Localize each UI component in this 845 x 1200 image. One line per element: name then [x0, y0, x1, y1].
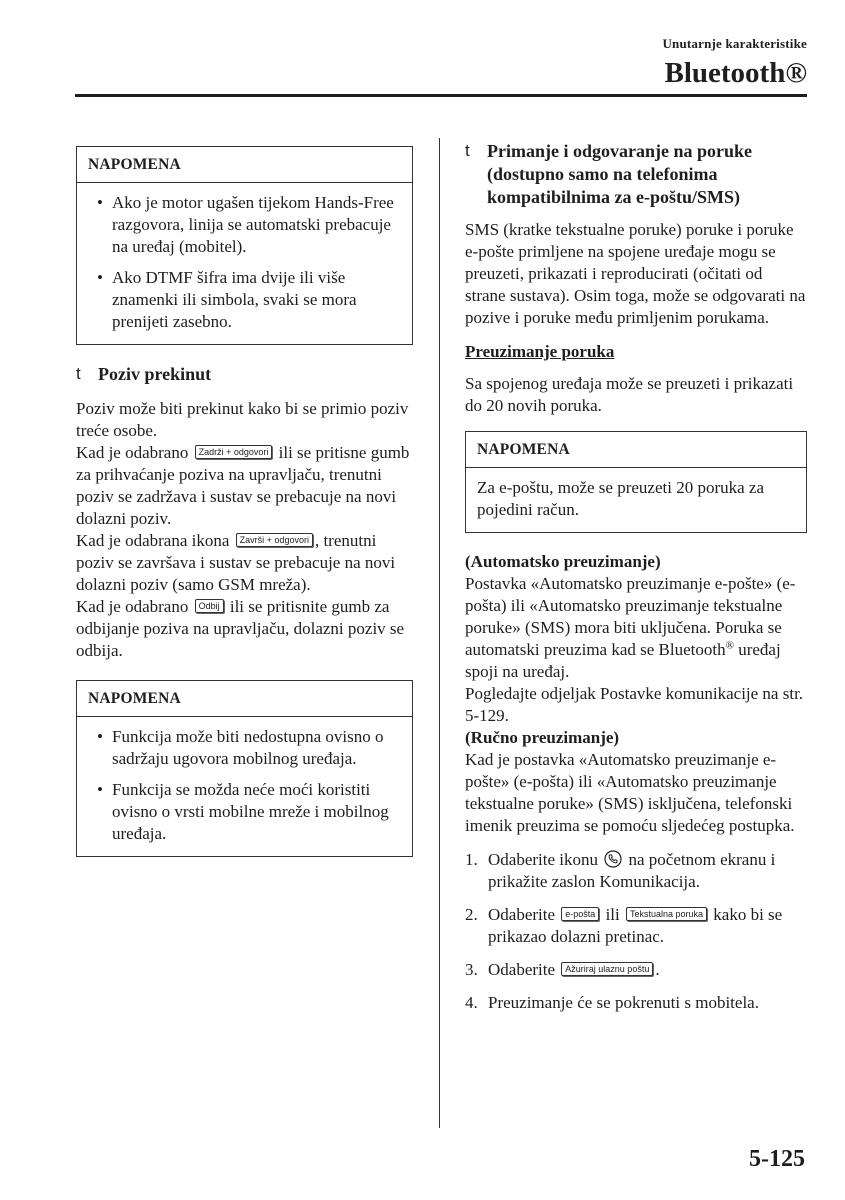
subheading-download: Preuzimanje poruka [465, 342, 615, 361]
email-button[interactable]: e-pošta [561, 907, 599, 921]
note-heading: NAPOMENA [466, 432, 806, 468]
section-heading-call-interrupted [76, 363, 413, 386]
page-number: 5-125 [749, 1146, 805, 1172]
note-item: • Ako je motor ugašen tijekom Hands-Free razgovora, linija se automatski prebacuje na uređaj (mobitel). [88, 192, 401, 258]
paragraph: Sa spojenog uređaja može se preuzeti i prikazati do 20 novih poruka. [465, 374, 794, 415]
note-heading: NAPOMENA [77, 147, 412, 183]
step-item: 4. Preuzimanje će se pokrenuti s mobitela. [465, 993, 759, 1012]
right-column [465, 140, 807, 1025]
step-number: 2. [465, 905, 478, 924]
text-message-button[interactable]: Tekstualna poruka [626, 907, 707, 921]
note-text: Za e-poštu, može se preuzeti 20 poruka za pojedini račun. [477, 478, 764, 519]
chapter-header: Unutarnje karakteristike [662, 36, 807, 51]
section-marker: t [465, 141, 470, 160]
note-list [88, 726, 401, 845]
section-title: Poziv prekinut [98, 364, 212, 384]
paragraph-reference: Pogledajte odjeljak Postavke komunikacije na str. 5-129. [465, 684, 804, 725]
step-number: 1. [465, 850, 478, 869]
column-divider [439, 138, 440, 1128]
note-item: • Funkcija se možda neće moći koristiti ovisno o vrsti mobilne mreže i mobilnog uređaja. [88, 779, 401, 845]
registered-mark: ® [725, 639, 734, 652]
step-item: 3. Odaberite Ažuriraj ulaznu poštu . [465, 960, 660, 979]
hold-answer-button[interactable]: Zadrži + odgovori [195, 445, 273, 459]
update-inbox-button[interactable]: Ažuriraj ulaznu poštu [561, 962, 653, 976]
paragraph-reject: Kad je odabrano Odbij ili se pritisnite gumb za odbijanje poziva na upravljaču, dolazni poziv se odbija. [76, 597, 405, 660]
page-title: Bluetooth® [664, 57, 807, 89]
reject-button[interactable]: Odbij [195, 599, 224, 613]
section-marker: t [76, 364, 81, 383]
note-box-availability [76, 680, 413, 857]
paragraph: Poziv može biti prekinut kako bi se primio poziv treće osobe. [76, 399, 409, 440]
note-body [77, 183, 412, 344]
end-answer-button[interactable]: Završi + odgovori [236, 533, 313, 547]
left-column [76, 146, 413, 875]
section-heading-messages [465, 140, 807, 209]
subheading-auto: (Automatsko preuzimanje) [465, 552, 661, 571]
paragraph: SMS (kratke tekstualne poruke) poruke i poruke e-pošte primljene na spojene uređaje mogu se preuzeti, prikazati i reproducirati (očitati od strane sustava). Osim toga, može se odgovarati na pozive i poruke među primljenim porukama. [465, 220, 806, 327]
header-rule [75, 94, 807, 97]
section-title: Primanje i odgovaranje na poruke (dostupno samo na telefonima kompatibilnima za e-poštu/SMS) [487, 141, 752, 207]
step-number: 3. [465, 960, 478, 979]
note-box-hands-free [76, 146, 413, 345]
paragraph-auto: Postavka «Automatsko preuzimanje e-pošte» (e-pošta) ili «Automatsko preuzimanje tekstualne poruke» (SMS) mora biti uključena. Poruka se automatski preuzima kad se Bluetooth® uređaj spoji na uređaj. [465, 574, 796, 681]
note-item: • Funkcija može biti nedostupna ovisno o sadržaju ugovora mobilnog uređaja. [88, 726, 401, 770]
note-item: • Ako DTMF šifra ima dvije ili više znamenki ili simbola, svaki se mora prenijeti zasebno. [88, 267, 401, 333]
subheading-manual: (Ručno preuzimanje) [465, 728, 620, 747]
note-box-email [465, 431, 807, 533]
note-heading: NAPOMENA [77, 681, 412, 717]
paragraph-manual: Kad je postavka «Automatsko preuzimanje e-pošte» (e-pošta) ili «Automatsko preuzimanje tekstualne poruke» (SMS) isključena, telefonski imenik preuzima se pomoću sljedećeg postupka. [465, 750, 795, 835]
steps-list [465, 849, 807, 1014]
note-body [466, 468, 806, 532]
phone-icon[interactable] [604, 850, 622, 868]
note-list [88, 192, 401, 333]
step-number: 4. [465, 993, 478, 1012]
paragraph-hold: Kad je odabrano Zadrži + odgovori ili se pritisne gumb za prihvaćanje poziva na upravljaču, trenutni poziv se zadržava i sustav se prebacuje na novi dolazni poziv. [76, 443, 410, 528]
step-item: 2. Odaberite e-pošta ili Tekstualna poruka kako bi se prikazao dolazni pretinac. [465, 905, 783, 946]
note-body [77, 717, 412, 856]
step-item: 1. Odaberite ikonu na početnom ekranu i prikažite zaslon Komunikacija. [465, 850, 776, 891]
paragraph-end: Kad je odabrana ikona Završi + odgovori , trenutni poziv se završava i sustav se prebacuje na novi dolazni poziv (samo GSM mreža). [76, 531, 396, 594]
